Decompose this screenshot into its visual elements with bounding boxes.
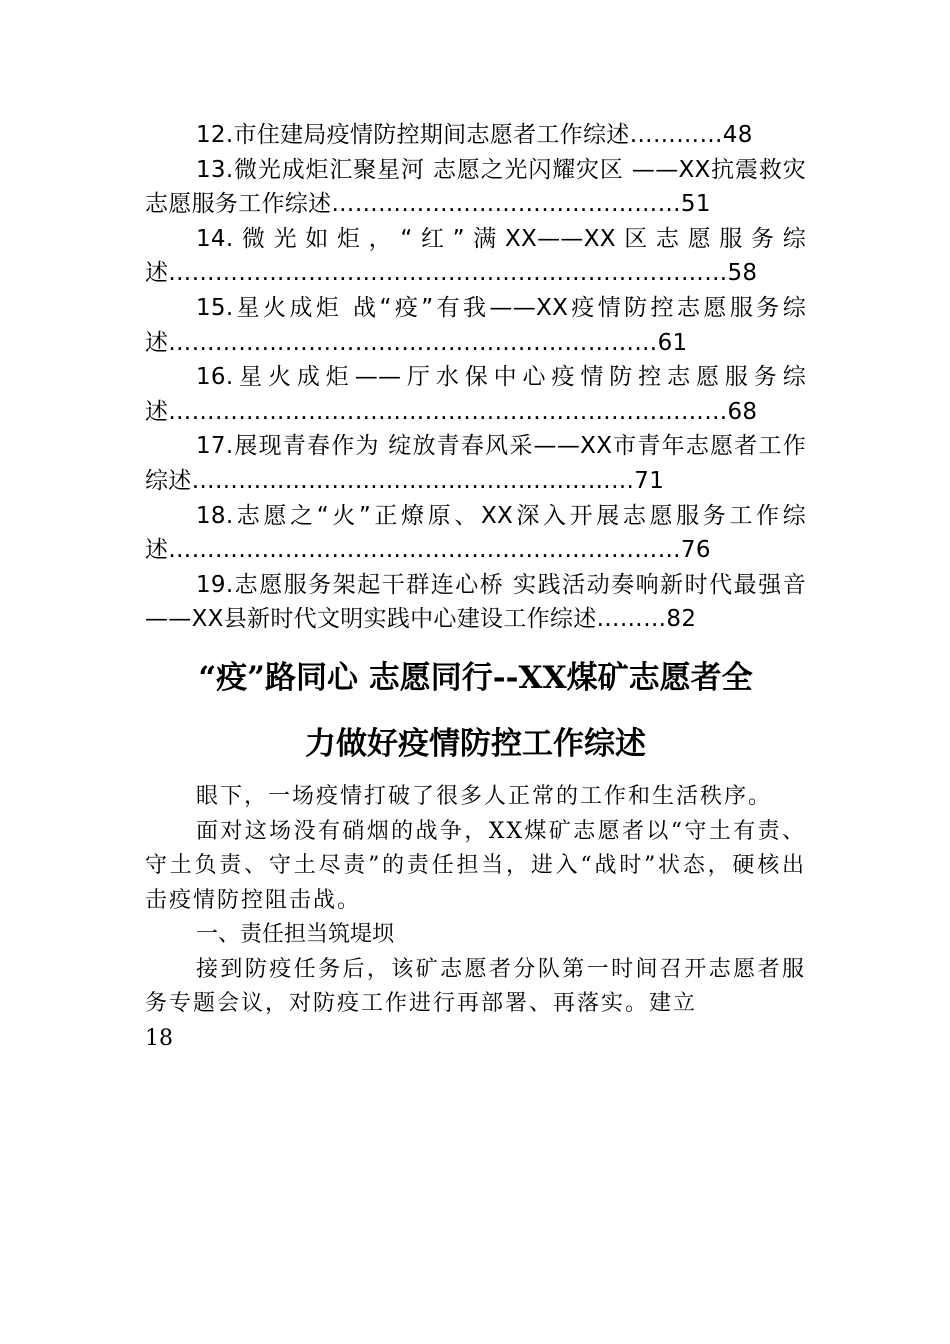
toc-entry-18[interactable]: 18.志愿之“火”正燎原、XX深入开展志愿服务工作综述…………………………………………………………76 — [145, 502, 806, 564]
article-body — [145, 780, 806, 1056]
toc-entry-13[interactable]: 13.微光成炬汇聚星河 志愿之光闪耀灾区 ——XX抗震救灾志愿服务工作综述………………………………………51 — [145, 156, 806, 218]
toc-entry-12[interactable]: 12.市住建局疫情防控期间志愿者工作综述…………48 — [196, 122, 753, 148]
toc-entry-17[interactable]: 17.展现青春作为 绽放青春风采——XX市青年志愿者工作综述…………………………………………………71 — [145, 433, 806, 494]
toc-entry-16[interactable]: 16.星火成炬——厅水保中心疫情防控志愿服务综述………………………………………………………………68 — [145, 364, 806, 425]
paragraph-context: 面对这场没有硝烟的战争，XX煤矿志愿者以“守土有责、守土负责、守土尽责”的责任担当，进入“战时”状态，硬核出击疫情防控阻击战。 — [145, 818, 806, 913]
article-title-line-2: 力做好疫情防控工作综述 — [305, 726, 646, 762]
section-heading-1: 一、责任担当筑堤坝 — [196, 922, 395, 947]
paragraph-section-1: 接到防疫任务后，该矿志愿者分队第一时间召开志愿者服务专题会议，对防疫工作进行再部署、再落实。建立 — [145, 956, 806, 1016]
article-title-line-1: “疫”路同心 志愿同行--XX煤矿志愿者全 — [198, 660, 753, 696]
toc-entry-15[interactable]: 15.星火成炬 战“疫”有我——XX疫情防控志愿服务综述………………………………………………………61 — [145, 294, 806, 356]
table-of-contents — [145, 118, 806, 637]
page-number: 18 — [145, 1025, 173, 1051]
toc-entry-19[interactable]: 19.志愿服务架起干群连心桥 实践活动奏响新时代最强音 ——XX县新时代文明实践中心建设工作综述………82 — [145, 571, 806, 633]
toc-entry-14[interactable]: 14.微光如炬，“红”满XX——XX区志愿服务综述………………………………………………………………58 — [145, 225, 806, 287]
paragraph-intro: 眼下，一场疫情打破了很多人正常的工作和生活秩序。 — [196, 784, 773, 809]
